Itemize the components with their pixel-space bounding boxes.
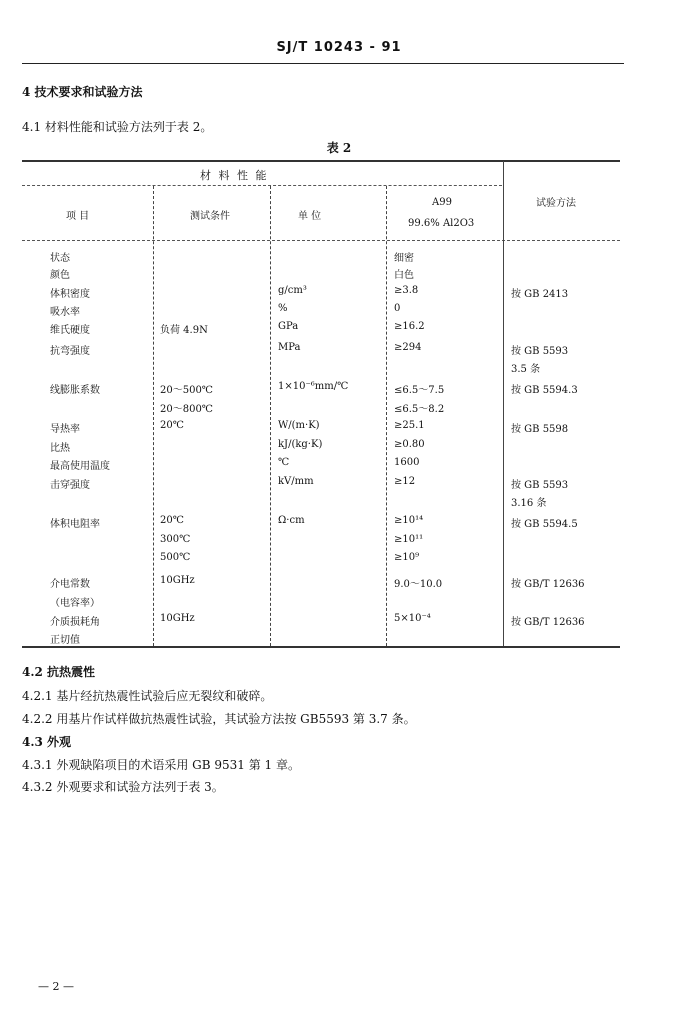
table-cell-unit: %: [278, 303, 288, 314]
table-cell-cond: 20℃: [160, 420, 184, 431]
table-cell-item: 介电常数: [50, 579, 90, 590]
table-cell-unit: Ω·cm: [278, 515, 305, 526]
col-header-method: 试验方法: [536, 198, 576, 209]
table-cell-unit: g/cm³: [278, 285, 307, 296]
col-header-item: 项 目: [66, 211, 90, 222]
col-divider-4: [503, 161, 504, 646]
table-cell-value: 5×10⁻⁴: [394, 613, 431, 624]
table-cell-cond: 10GHz: [160, 613, 195, 624]
table-cell-cond: 500℃: [160, 552, 191, 563]
table-cell-method: 按 GB 5593: [511, 480, 569, 491]
table-cell-item: 正切值: [50, 635, 80, 646]
table-caption: 表 2: [326, 141, 352, 155]
table-top-rule: [22, 160, 620, 162]
col-header-a99: A99: [432, 197, 452, 208]
table-cell-value: ≥3.8: [394, 285, 419, 296]
table-cell-cond: 20℃: [160, 515, 184, 526]
table-cell-method: 按 GB/T 12636: [511, 579, 585, 590]
table-cell-item: 状态: [50, 253, 70, 264]
table-cell-value: 白色: [394, 270, 414, 281]
header-rule: [22, 63, 624, 64]
table-cell-method: 按 GB 5598: [511, 424, 569, 435]
table-cell-value: 细密: [394, 253, 414, 264]
document-code: SJ/T 10243 - 91: [276, 40, 402, 55]
clause-line: 4.3.1 外观缺陷项目的术语采用 GB 9531 第 1 章。: [22, 758, 300, 772]
table-cell-cond: 10GHz: [160, 575, 195, 586]
table-cell-item: 体积密度: [50, 289, 90, 300]
table-cell-value: ≤6.5～8.2: [394, 404, 445, 415]
group-header: 材 料 性 能: [200, 169, 269, 182]
table-cell-value: ≥10¹⁴: [394, 515, 424, 526]
table-cell-value: ≥10¹¹: [394, 534, 424, 545]
table-cell-cond: 负荷 4.9N: [160, 325, 208, 336]
table-bottom-rule: [22, 646, 620, 648]
header-bottom-rule: [22, 240, 620, 241]
table-cell-unit: W/(m·K): [278, 420, 320, 431]
col-divider-2: [270, 186, 271, 646]
table-cell-method: 按 GB 5594.5: [511, 519, 578, 530]
col-header-a99-sub: 99.6% Al2O3: [408, 218, 475, 229]
table-cell-value: 9.0～10.0: [394, 579, 443, 590]
table-cell-value: ≥0.80: [394, 439, 425, 450]
table-cell-method: 按 GB/T 12636: [511, 617, 585, 628]
table-cell-item: 吸水率: [50, 307, 80, 318]
table-cell-method: 按 GB 5593: [511, 346, 569, 357]
table-cell-unit: GPa: [278, 321, 299, 332]
table-cell-value: 0: [394, 303, 401, 314]
table-cell-unit: kJ/(kg·K): [278, 439, 323, 450]
table-cell-item: 导热率: [50, 424, 80, 435]
table-cell-method: 3.16 条: [511, 498, 547, 509]
clause-line: 4.3.2 外观要求和试验方法列于表 3。: [22, 780, 224, 794]
table-cell-value: ≥16.2: [394, 321, 425, 332]
table-cell-value: ≤6.5～7.5: [394, 385, 445, 396]
col-divider-3: [386, 186, 387, 646]
clause-line: 4.3 外观: [22, 735, 72, 749]
clause-4-1: 4.1 材料性能和试验方法列于表 2。: [22, 120, 213, 134]
table-cell-unit: ℃: [278, 457, 290, 468]
clause-line: 4.2 抗热震性: [22, 665, 96, 679]
table-cell-cond: 20～500℃: [160, 385, 213, 396]
table-cell-item: 比热: [50, 443, 70, 454]
table-cell-value: ≥294: [394, 342, 422, 353]
table-cell-cond: 20～800℃: [160, 404, 213, 415]
section-heading: 4 技术要求和试验方法: [22, 85, 143, 99]
table-cell-unit: 1×10⁻⁶mm/℃: [278, 381, 349, 392]
page-number: — 2 —: [38, 980, 74, 993]
table-cell-item: 介质损耗角: [50, 617, 100, 628]
table-cell-value: 1600: [394, 457, 420, 468]
table-cell-item: 抗弯强度: [50, 346, 90, 357]
table-cell-item: 维氏硬度: [50, 325, 90, 336]
table-cell-item: 击穿强度: [50, 480, 90, 491]
table-cell-method: 按 GB 2413: [511, 289, 569, 300]
col-divider-1: [153, 186, 154, 646]
table-cell-item: 线膨胀系数: [50, 385, 100, 396]
clause-line: 4.2.2 用基片作试样做抗热震性试验，其试验方法按 GB5593 第 3.7 条。: [22, 712, 416, 726]
clause-line: 4.2.1 基片经抗热震性试验后应无裂纹和破碎。: [22, 689, 273, 703]
table-cell-value: ≥25.1: [394, 420, 425, 431]
table-cell-method: 3.5 条: [511, 364, 541, 375]
table-cell-cond: 300℃: [160, 534, 191, 545]
table-cell-value: ≥10⁹: [394, 552, 420, 563]
table-cell-unit: kV/mm: [278, 476, 314, 487]
group-header-rule: [22, 185, 502, 186]
table-cell-method: 按 GB 5594.3: [511, 385, 578, 396]
table-cell-value: ≥12: [394, 476, 416, 487]
table-cell-item: 最高使用温度: [50, 461, 110, 472]
table-cell-item: 体积电阻率: [50, 519, 100, 530]
table-cell-item: 颜色: [50, 270, 70, 281]
col-header-condition: 测试条件: [190, 211, 230, 222]
table-cell-unit: MPa: [278, 342, 301, 353]
table-cell-item: （电容率）: [50, 598, 100, 609]
col-header-unit: 单 位: [298, 211, 322, 222]
